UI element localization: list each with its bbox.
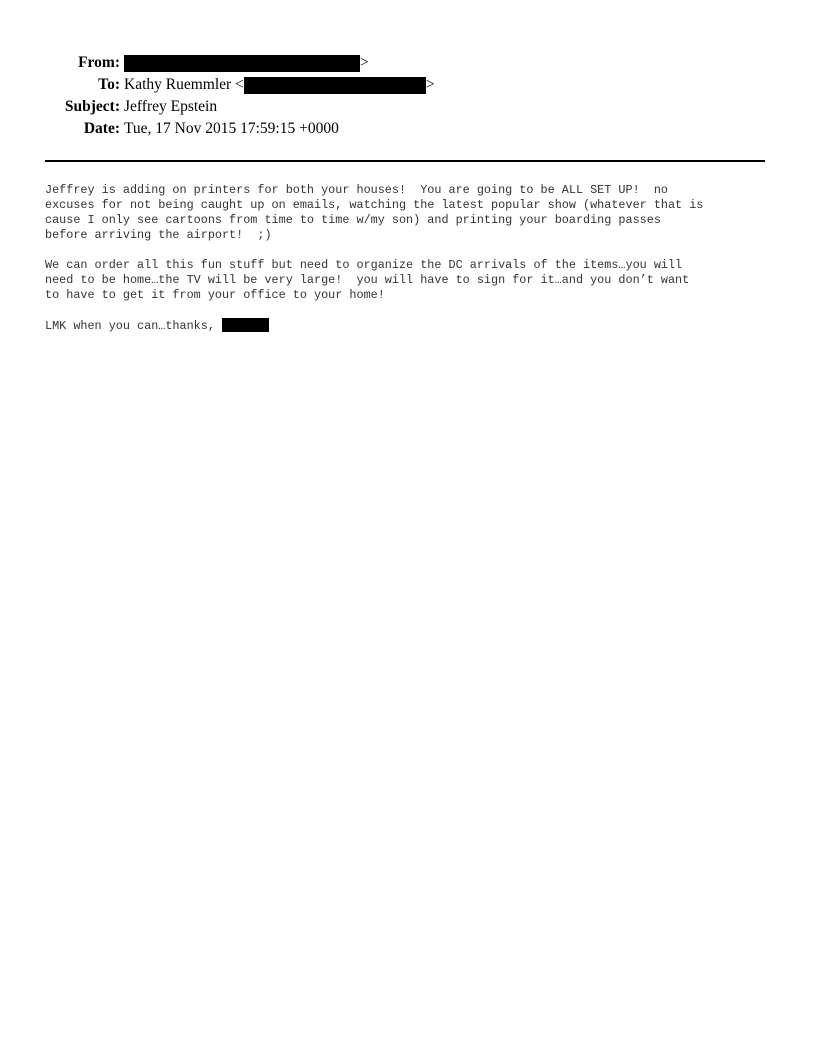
body-line: need to be home…the TV will be very large! you will have to sign for it…and you don’t want xyxy=(45,273,690,287)
body-line: Jeffrey is adding on printers for both your houses! You are going to be ALL SET UP! no xyxy=(45,183,668,197)
to-name: Kathy Ruemmler < xyxy=(124,76,244,93)
body-line: excuses for not being caught up on emails, watching the latest popular show (whatever that is xyxy=(45,198,704,212)
angle-bracket: > xyxy=(425,76,435,93)
from-label: From: xyxy=(78,54,120,71)
subject-label: Subject: xyxy=(64,98,120,115)
from-value xyxy=(124,52,369,74)
angle-bracket: > xyxy=(360,54,369,71)
email-body xyxy=(45,183,785,349)
date-label: Date: xyxy=(83,120,120,137)
subject-value: Jeffrey Epstein xyxy=(124,98,218,115)
to-label: To: xyxy=(98,76,120,93)
to-row xyxy=(0,74,816,96)
redaction-block xyxy=(124,55,360,72)
email-header xyxy=(0,52,816,140)
body-line: We can order all this fun stuff but need to organize the DC arrivals of the items…you will xyxy=(45,258,683,272)
subject-row xyxy=(0,96,816,118)
body-paragraph-1 xyxy=(45,183,785,243)
body-line: before arriving the airport! ;) xyxy=(45,228,272,242)
date-row xyxy=(0,118,816,140)
redaction-block xyxy=(244,77,426,94)
header-divider xyxy=(45,160,765,162)
closing-text: LMK when you can…thanks, xyxy=(45,319,222,333)
to-value xyxy=(124,74,435,96)
signature-redaction xyxy=(222,318,269,332)
body-line: cause I only see cartoons from time to time w/my son) and printing your boarding passes xyxy=(45,213,661,227)
date-value: Tue, 17 Nov 2015 17:59:15 +0000 xyxy=(124,120,339,137)
body-paragraph-2 xyxy=(45,258,785,303)
body-closing xyxy=(45,318,785,334)
body-line: to have to get it from your office to your home! xyxy=(45,288,385,302)
from-row xyxy=(0,52,816,74)
